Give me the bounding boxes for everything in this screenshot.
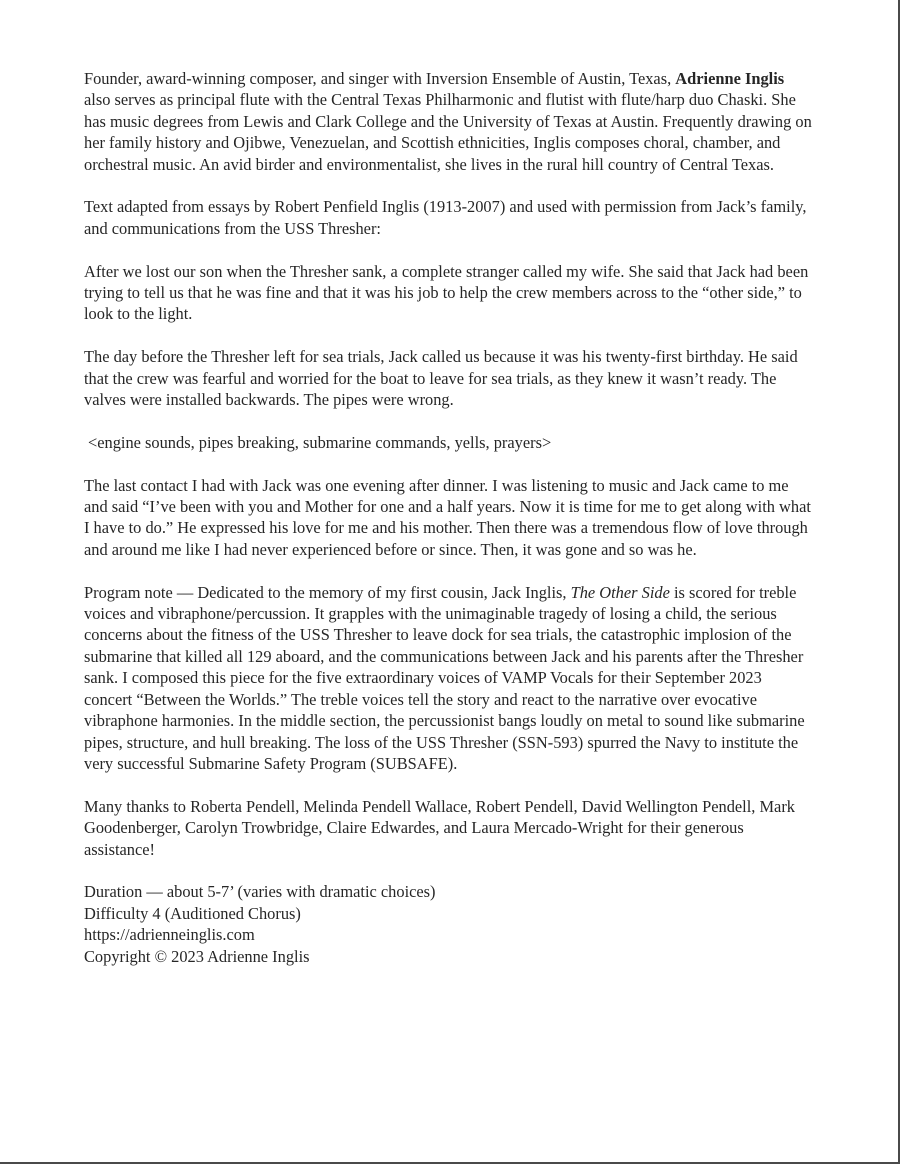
composer-bio — [84, 68, 812, 175]
acknowledgements: Many thanks to Roberta Pendell, Melinda Pendell Wallace, Robert Pendell, David Wellington Pendell, Mark Goodenberger, Carolyn Trowbridge, Claire Edwardes, and Laura Mercado-Wright for their generous assistance! — [84, 796, 795, 859]
program-note-body: is scored for treble voices and vibraphone/percussion. It grapples with the unimaginable tragedy of losing a child, the serious concerns about the fitness of the USS Thresher to leave dock for sea trials, the catastrophic implosion of the submarine that killed all 129 aboard, and the communications between Jack and his parents after the Thresher sank. I composed this piece for the five extraordinary voices of VAMP Vocals for their September 2023 concert “Between the Worlds.” The treble voices tell the story and react to the narrative over evocative vibraphone harmonies. In the middle section, the percussionist bangs loudly on metal to sound like submarine pipes, structure, and hull breaking. The loss of the USS Thresher (SSN-593) spurred the Navy to institute the very successful Submarine Safety Program (SUBSAFE). — [84, 582, 805, 773]
program-note-intro: Program note — Dedicated to the memory of my first cousin, Jack Inglis, — [84, 582, 571, 602]
text-paragraph: After we lost our son when the Thresher sank, a complete stranger called my wife. She said that Jack had been trying to tell us that he was fine and that it was his job to help the crew members across to the “other side,” to look to the light. — [84, 261, 809, 324]
piece-title: The Other Side — [570, 582, 670, 602]
difficulty-line: Difficulty 4 (Auditioned Chorus) — [84, 903, 301, 923]
program-note — [84, 582, 812, 775]
website-link[interactable]: https://adrienneinglis.com — [84, 925, 255, 945]
page-content — [84, 68, 812, 967]
text-paragraph: The day before the Thresher left for sea trials, Jack called us because it was his twenty-first birthday. He said that the crew was fearful and worried for the boat to leave for sea trials, as they knew it wasn’t ready. The valves were installed backwards. The pipes were wrong. — [84, 347, 798, 410]
composer-name: Adrienne Inglis — [675, 69, 785, 88]
bio-intro-text: Founder, award-winning composer, and singer with Inversion Ensemble of Austin, Texas, — [84, 69, 676, 88]
bio-body-text: also serves as principal flute with the Central Texas Philharmonic and flutist with flute/harp duo Chaski. She has music degrees from Lewis and Clark College and the University of Texas at Austin. Frequently drawing on her family history and Ojibwe, Venezuelan, and Scottish ethnicities, Inglis composes choral, chamber, and orchestral music. An avid birder and environmentalist, she lives in the rural hill country of Central Texas. — [84, 90, 812, 174]
sound-direction: <engine sounds, pipes breaking, submarine commands, yells, prayers> — [88, 432, 552, 452]
duration-line: Duration — about 5-7’ (varies with dramatic choices) — [84, 882, 436, 902]
text-paragraph: The last contact I had with Jack was one evening after dinner. I was listening to music and Jack came to me and said “I’ve been with you and Mother for one and a half years. Now it is time for me to get along with what I have to do.” He expressed his love for me and his mother. Then there was a tremendous flow of love through and around me like I had never experienced before or since. Then, it was gone and so was he. — [84, 475, 811, 559]
piece-metadata — [84, 881, 812, 967]
text-source-note: Text adapted from essays by Robert Penfield Inglis (1913-2007) and used with permission from Jack’s family, and communications from the USS Thresher: — [84, 197, 807, 238]
copyright-line: Copyright © 2023 Adrienne Inglis — [84, 946, 310, 966]
